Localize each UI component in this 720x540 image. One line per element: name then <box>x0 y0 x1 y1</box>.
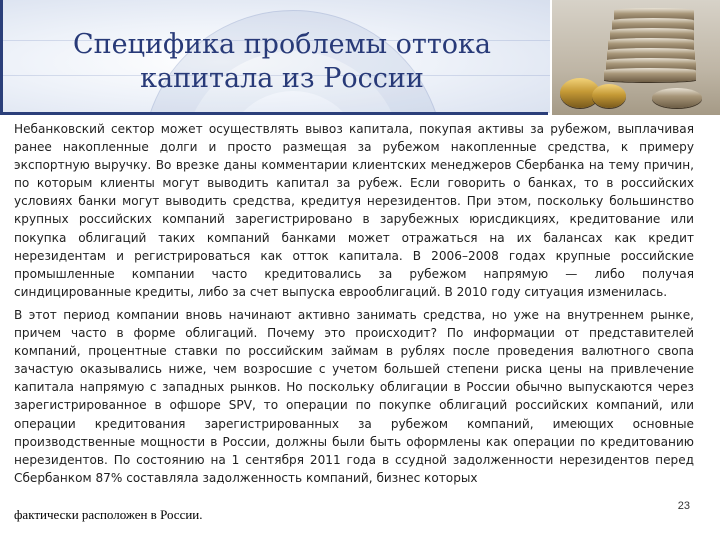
title-line-1: Специфика проблемы оттока <box>72 29 492 60</box>
title-line-2: капитала из России <box>140 63 424 94</box>
frame-left-border <box>0 0 3 115</box>
gold-coin-icon <box>592 84 626 108</box>
page-number: 23 <box>677 500 690 512</box>
title-banner <box>2 0 550 113</box>
coin-icon <box>652 88 702 108</box>
frame-bottom-border <box>0 112 548 115</box>
paragraph-2: В этот период компании вновь начинают активно занимать средства, но уже на внутреннем рынке, причем часто в форме облигаций. Почему это происходит? По информации от представителей компаний, процентные ставки по российским займам в рублях после проведения валютного свопа зачастую оказывались ниже, чем возросшие с учетом большей степени риска цены на привлечение капитала напрямую с западных рынков. Но поскольку облигации в России обычно выпускаются через зарегистрированное в офшоре SPV, то операции по покупке облигаций российских компаний, или операции кредитования зарегистрированных за рубежом компаний, имеющих основные производственные мощности в России, должны были быть оформлены как операции по кредитованию нерезидентов. По состоянию на 1 сентября 2011 года в ссудной задолженности нерезидентов перед Сбербанком 87% составляла задолженность компаний, бизнес которых <box>14 307 694 485</box>
coin-icon <box>604 68 696 82</box>
coins-image <box>552 0 720 115</box>
footer-text: фактически расположен в России. <box>14 507 203 522</box>
slide-body <box>14 120 694 492</box>
paragraph-1: Небанковский сектор может осуществлять вывоз капитала, покупая активы за рубежом, выплачивая ранее накопленные долги и просто размещая за рубежом накопленные средства, к примеру экспортную выручку. Во врезке даны комментарии клиентских менеджеров Сбербанка на тему причин, по которым клиенты могут выводить капитал за рубеж. Если говорить о банках, то в российских условиях банки могут выводить средства, кредитуя нерезидентов. При этом, поскольку большинство крупных российских компаний зарегистрировано в зарубежных юрисдикциях, кредитование или покупка облигаций таких компаний банками может отражаться на их балансах как кредит нерезидентам и регистрироваться как отток капитала. В 2006–2008 годах крупные российские промышленные компании часто кредитовались за рубежом напрямую — либо получая синдицированные кредиты, либо за счет выпуска еврооблигаций. В 2010 году ситуация изменилась. <box>14 122 694 299</box>
slide-title <box>32 28 532 96</box>
